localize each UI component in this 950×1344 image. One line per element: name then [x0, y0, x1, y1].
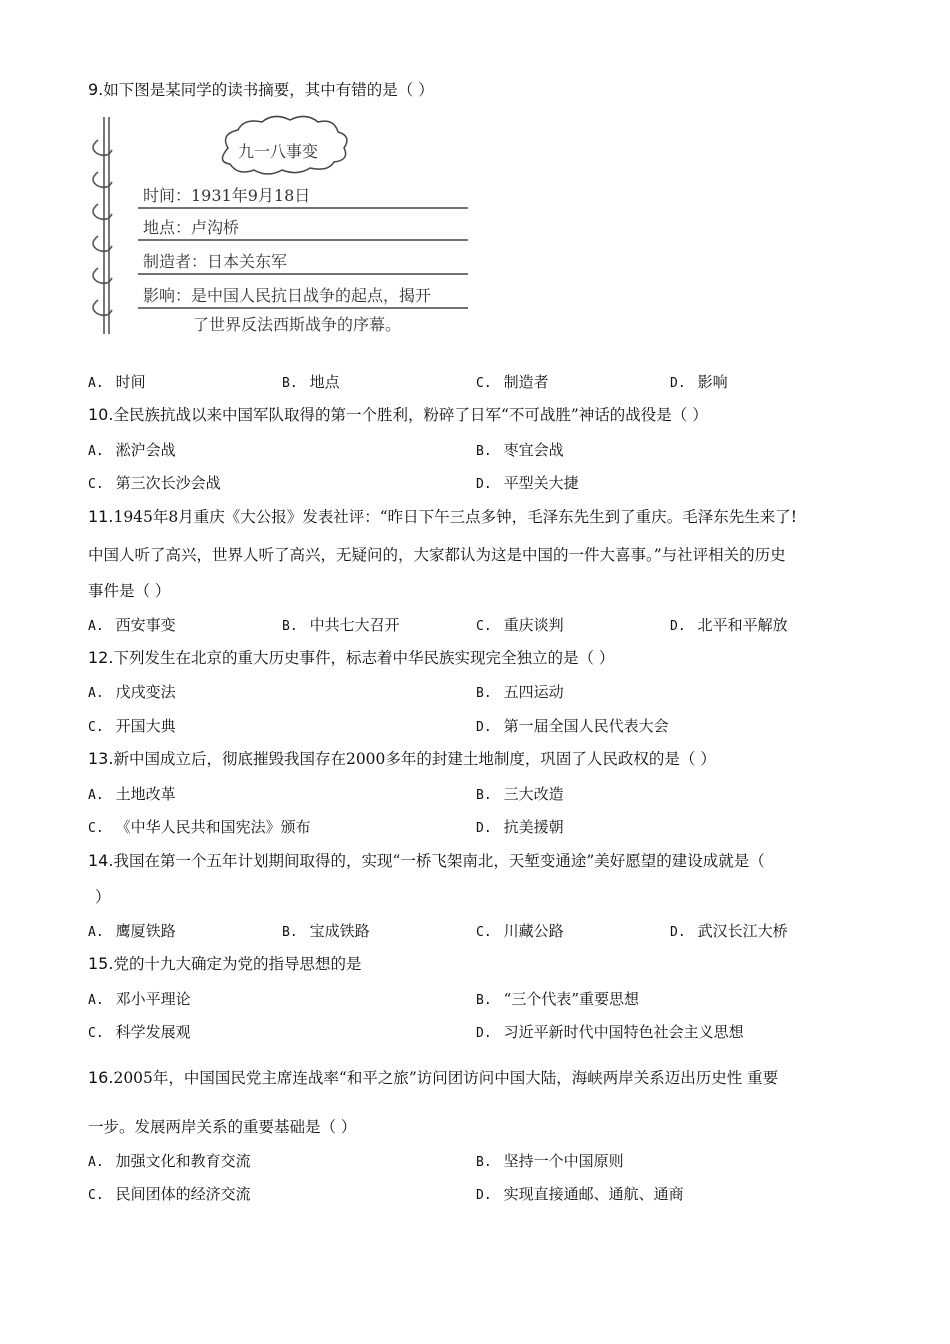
- option-d[interactable]: D. 第一届全国人民代表大会: [476, 717, 669, 735]
- question-number: 10.: [88, 405, 114, 424]
- option-a[interactable]: A. 淞沪会战: [88, 441, 176, 459]
- option-a[interactable]: A. 鹰厦铁路: [88, 922, 176, 940]
- option-c[interactable]: C. 科学发展观: [88, 1023, 191, 1041]
- option-a[interactable]: A. 土地改革: [88, 785, 176, 803]
- note-impact-line2: 了世界反法西斯战争的序幕。: [193, 315, 402, 334]
- option-b[interactable]: B. 中共七大召开: [282, 616, 400, 634]
- option-c[interactable]: C. 民间团体的经济交流: [88, 1185, 251, 1203]
- option-a[interactable]: A. 西安事变: [88, 616, 176, 634]
- option-b[interactable]: B. 三大改造: [476, 785, 564, 803]
- option-d[interactable]: D. 北平和平解放: [670, 616, 788, 634]
- option-a[interactable]: A. 加强文化和教育交流: [88, 1152, 251, 1170]
- option-c[interactable]: C. 《中华人民共和国宪法》颁布: [88, 818, 311, 836]
- question-stem: 下列发生在北京的重大历史事件，标志着中华民族实现完全独立的是（ ）: [113, 649, 615, 667]
- question-15: [88, 954, 361, 974]
- option-d[interactable]: D. 平型关大捷: [476, 474, 579, 492]
- option-d[interactable]: D. 武汉长江大桥: [670, 922, 788, 940]
- question-stem-line1: 我国在第一个五年计划期间取得的，实现“一桥飞架南北，天堑变通途”美好愿望的建设成就是（: [113, 852, 765, 870]
- option-a[interactable]: A. 邓小平理论: [88, 990, 191, 1008]
- note-time: 时间：1931年9月18日: [143, 186, 311, 205]
- reading-note-image: [88, 112, 488, 342]
- option-b[interactable]: B. 枣宜会战: [476, 441, 564, 459]
- note-title: 九一八事变: [238, 142, 319, 161]
- question-stem-line1: 1945年8月重庆《大公报》发表社评：“昨日下午三点多钟，毛泽东先生到了重庆。毛泽东先生来了!: [113, 508, 797, 526]
- option-c[interactable]: C. 重庆谈判: [476, 616, 564, 634]
- question-stem-line3: 事件是（ ）: [88, 582, 171, 600]
- question-stem-line2: ）: [95, 888, 111, 906]
- question-number: 13.: [88, 749, 114, 768]
- option-a[interactable]: A. 戊戌变法: [88, 683, 176, 701]
- question-stem-line1: 2005年，中国国民党主席连战率“和平之旅”访问团访问中国大陆，海峡两岸关系迈出历史性 重要: [113, 1069, 779, 1087]
- option-b[interactable]: B. 地点: [282, 373, 340, 391]
- question-10: [88, 405, 708, 425]
- question-number: 14.: [88, 851, 114, 870]
- option-b[interactable]: B. 五四运动: [476, 683, 564, 701]
- question-11: [88, 507, 797, 527]
- question-number: 15.: [88, 954, 114, 973]
- question-number: 11.: [88, 507, 114, 526]
- question-9: [88, 80, 434, 100]
- question-stem: 新中国成立后，彻底摧毁我国存在2000多年的封建土地制度，巩固了人民政权的是（ ）: [113, 750, 716, 768]
- question-number: 9.: [88, 80, 104, 99]
- question-number: 12.: [88, 648, 114, 667]
- note-place: 地点：卢沟桥: [143, 218, 240, 237]
- question-number: 16.: [88, 1068, 114, 1087]
- option-c[interactable]: C. 第三次长沙会战: [88, 474, 221, 492]
- option-d[interactable]: D. 抗美援朝: [476, 818, 564, 836]
- option-c[interactable]: C. 开国大典: [88, 717, 176, 735]
- option-d[interactable]: D. 影响: [670, 373, 728, 391]
- option-b[interactable]: B. 坚持一个中国原则: [476, 1152, 624, 1170]
- option-a[interactable]: A. 时间: [88, 373, 146, 391]
- spiral-binding: [93, 117, 112, 334]
- option-c[interactable]: C. 制造者: [476, 373, 549, 391]
- question-stem-line2: 一步。发展两岸关系的重要基础是（ ）: [88, 1118, 357, 1136]
- option-c[interactable]: C. 川藏公路: [476, 922, 564, 940]
- option-b[interactable]: B. “三个代表”重要思想: [476, 990, 639, 1008]
- question-13: [88, 749, 716, 769]
- question-stem-line2: 中国人听了高兴，世界人听了高兴，无疑问的，大家都认为这是中国的一件大喜事。”与社评相关的历史: [88, 546, 786, 564]
- note-impact-line1: 影响：是中国人民抗日战争的起点，揭开: [143, 286, 432, 305]
- question-stem: 如下图是某同学的读书摘要，其中有错的是（ ）: [103, 81, 434, 99]
- question-16: [88, 1068, 778, 1088]
- question-stem: 党的十九大确定为党的指导思想的是: [113, 955, 362, 973]
- option-b[interactable]: B. 宝成铁路: [282, 922, 370, 940]
- question-12: [88, 648, 614, 668]
- question-stem: 全民族抗战以来中国军队取得的第一个胜利，粉碎了日军“不可战胜”神话的战役是（ ）: [113, 406, 708, 424]
- question-14: [88, 851, 765, 871]
- option-d[interactable]: D. 实现直接通邮、通航、通商: [476, 1185, 684, 1203]
- note-maker: 制造者：日本关东军: [143, 252, 288, 271]
- option-d[interactable]: D. 习近平新时代中国特色社会主义思想: [476, 1023, 744, 1041]
